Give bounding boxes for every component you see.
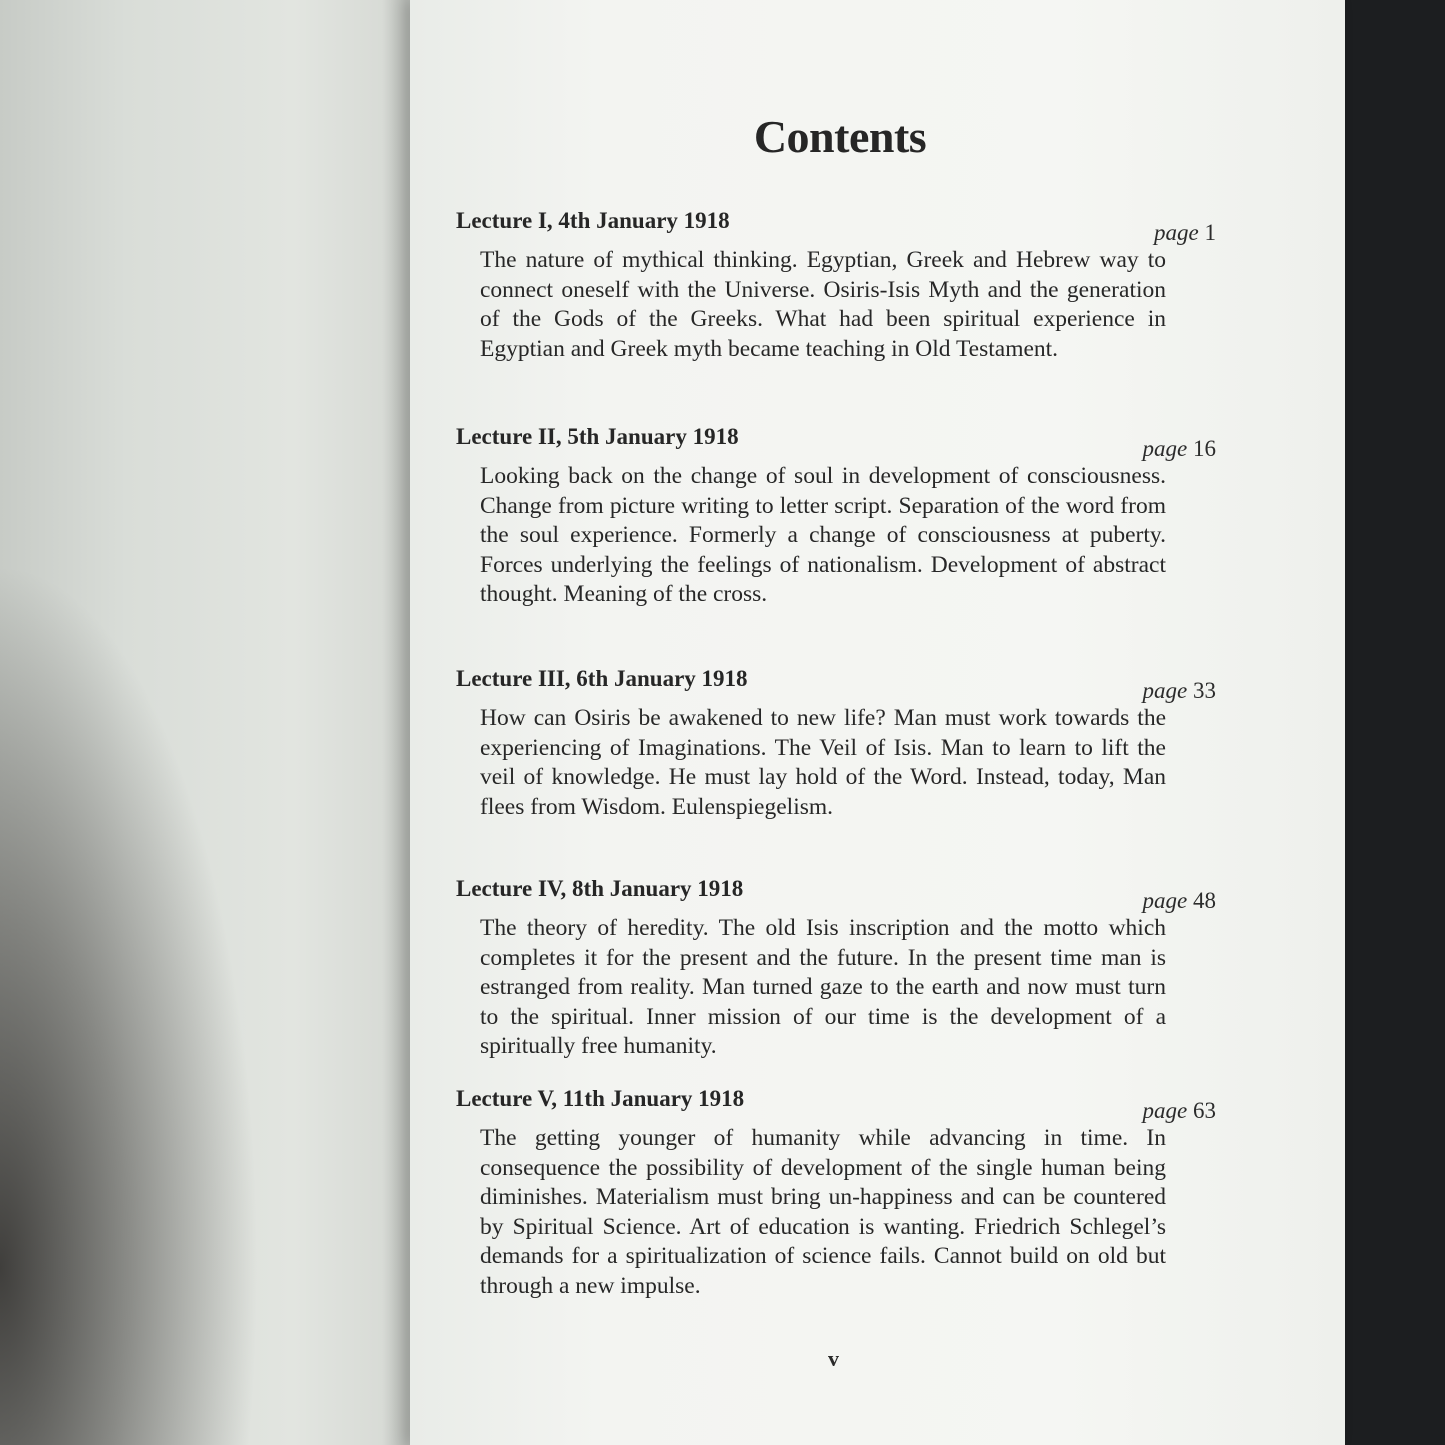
entry-heading: Lecture V, 11th January 1918 bbox=[456, 1086, 745, 1111]
toc-entry-lecture-3 bbox=[456, 666, 1216, 822]
entry-summary: How can Osiris be awakened to new life? Man must work towards the experiencing of Imaginations. The Veil of Isis. Man to learn to lift the veil of knowledge. He must lay hold of the Word. Instead, today, Man flees from Wisdom. Eulenspiegelism. bbox=[480, 705, 1166, 820]
entry-summary: The nature of mythical thinking. Egyptian, Greek and Hebrew way to connect oneself with the Universe. Osiris-Isis Myth and the generation of the Gods of the Greeks. What had been spiritual experience in Egyptian and Greek myth became teaching in Old Testament. bbox=[480, 247, 1166, 362]
page-title: Contents bbox=[753, 111, 927, 162]
entry-heading: Lecture III, 6th January 1918 bbox=[456, 666, 748, 691]
page-label: page bbox=[1154, 220, 1199, 245]
page-folio: v bbox=[828, 1346, 839, 1371]
toc-entry-lecture-4 bbox=[456, 876, 1216, 1062]
entry-page-ref bbox=[1143, 1098, 1216, 1124]
page-number: 33 bbox=[1193, 678, 1216, 703]
toc-entry-lecture-1 bbox=[456, 208, 1216, 364]
entry-page-ref bbox=[1154, 220, 1216, 246]
entry-heading: Lecture I, 4th January 1918 bbox=[456, 208, 730, 233]
entry-summary: The theory of heredity. The old Isis inscription and the motto which completes it for the present and the future. In the present time man is estranged from reality. Man turned gaze to the earth and now must turn to the spiritual. Inner mission of our time is the development of a spiritually free humanity. bbox=[480, 915, 1166, 1059]
entry-page-ref bbox=[1143, 888, 1216, 914]
entry-heading: Lecture II, 5th January 1918 bbox=[456, 424, 739, 449]
entry-page-ref bbox=[1143, 436, 1216, 462]
toc-entry-lecture-5 bbox=[456, 1086, 1216, 1301]
page-number: 1 bbox=[1204, 220, 1216, 245]
contents-page bbox=[410, 0, 1345, 1445]
entry-page-ref bbox=[1143, 678, 1216, 704]
entry-summary: Looking back on the change of soul in development of consciousness. Change from picture writing to letter script. Separation of the word from the soul experience. Formerly a change of consciousness at puberty. Forces underlying the feelings of nationalism. Development of abstract thought. Meaning of the cross. bbox=[480, 463, 1166, 607]
page-number: 63 bbox=[1193, 1098, 1216, 1123]
page-label: page bbox=[1142, 436, 1188, 461]
page-label: page bbox=[1142, 1098, 1188, 1123]
entry-heading: Lecture IV, 8th January 1918 bbox=[456, 876, 744, 901]
hand-shadow bbox=[0, 560, 260, 1445]
entry-summary: The getting younger of humanity while advancing in time. In consequence the possibility of development of the single human being diminishes. Materialism must bring un-happiness and can be countered by Spiritual Science. Art of education is wanting. Friedrich Schlegel’s demands for a spiritualization of science fails. Cannot build on old but through a new impulse. bbox=[480, 1125, 1166, 1299]
toc-entry-lecture-2 bbox=[456, 424, 1216, 610]
page-number: 16 bbox=[1193, 436, 1216, 461]
page-label: page bbox=[1142, 888, 1188, 913]
page-label: page bbox=[1142, 678, 1188, 703]
page-number: 48 bbox=[1193, 888, 1216, 913]
